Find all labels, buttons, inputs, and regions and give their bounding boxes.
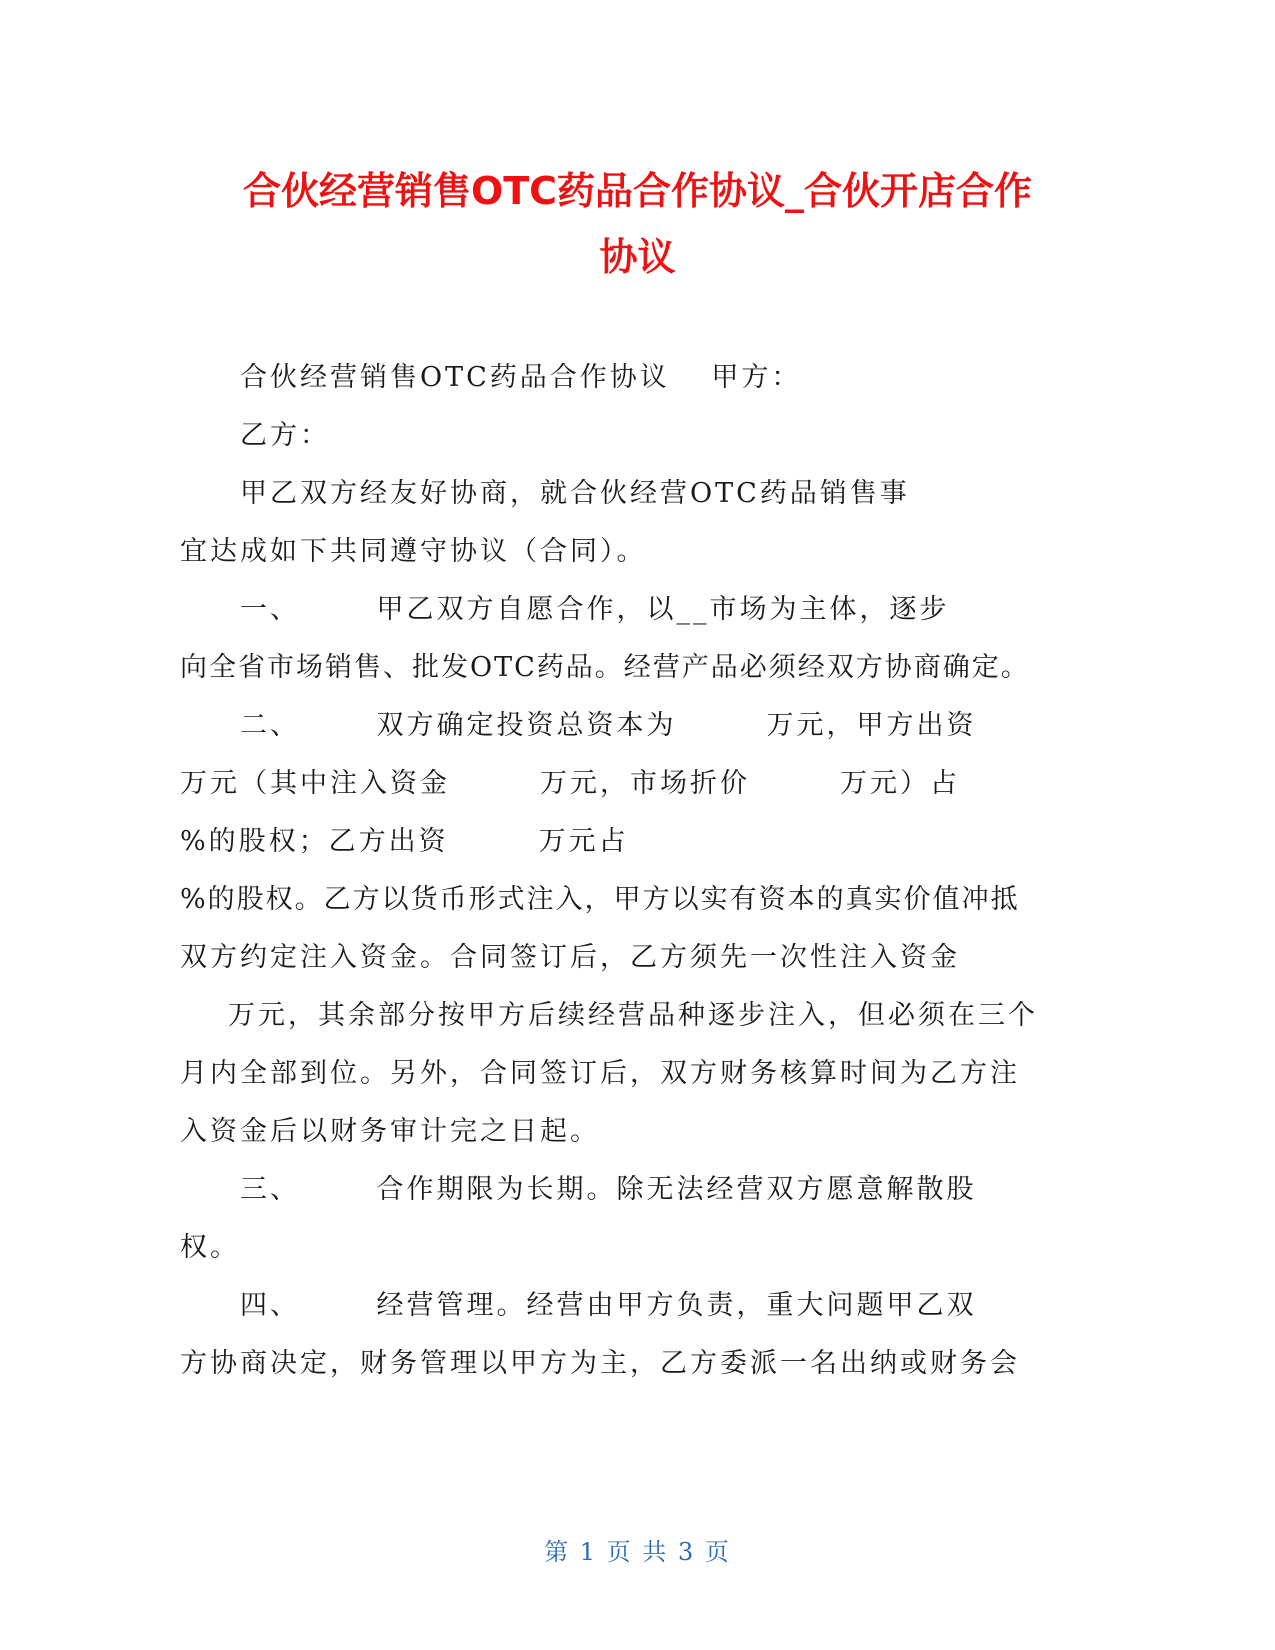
body-line: %的股权；乙方出资 万元占 [180,826,629,857]
body-line: 权。 [180,1232,240,1263]
body-line: 万元，其余部分按甲方后续经营品种逐步注入，但必须在三个 [198,1000,1038,1031]
document-title-line-1: 合伙经营销售OTC药品合作协议_合伙开店合作 [242,169,1033,213]
body-line: 方协商决定，财务管理以甲方为主，乙方委派一名出纳或财务会 [180,1348,1020,1379]
body-line: 二、 双方确定投资总资本为 万元，甲方出资 [240,710,977,741]
body-line: 乙方： [240,420,330,451]
body-line: 双方约定注入资金。合同签订后，乙方须先一次性注入资金 [180,942,960,973]
body-line: 万元（其中注入资金 万元，市场折价 万元）占 [180,768,960,799]
body-line: 向全省市场销售、批发OTC药品。经营产品必须经双方协商确定。 [180,652,1030,683]
body-line: 合伙经营销售OTC药品合作协议 甲方： [240,362,802,393]
body-line: 入资金后以财务审计完之日起。 [180,1116,600,1147]
body-line: 三、 合作期限为长期。除无法经营双方愿意解散股 [240,1174,977,1205]
page-number: 第 1 页 共 3 页 [544,1538,731,1566]
body-line: 四、 经营管理。经营由甲方负责，重大问题甲乙双 [240,1290,977,1321]
document-title [140,158,1135,290]
body-line: %的股权。乙方以货币形式注入，甲方以实有资本的真实价值冲抵 [180,884,1020,915]
body-line: 月内全部到位。另外，合同签订后，双方财务核算时间为乙方注 [180,1058,1020,1089]
document-title-line-2: 协议 [599,235,676,279]
body-line: 宜达成如下共同遵守协议（合同）。 [180,536,647,567]
body-line: 甲乙双方经友好协商，就合伙经营OTC药品销售事 [240,478,910,509]
body-line: 一、 甲乙双方自愿合作，以__市场为主体，逐步 [240,594,950,625]
